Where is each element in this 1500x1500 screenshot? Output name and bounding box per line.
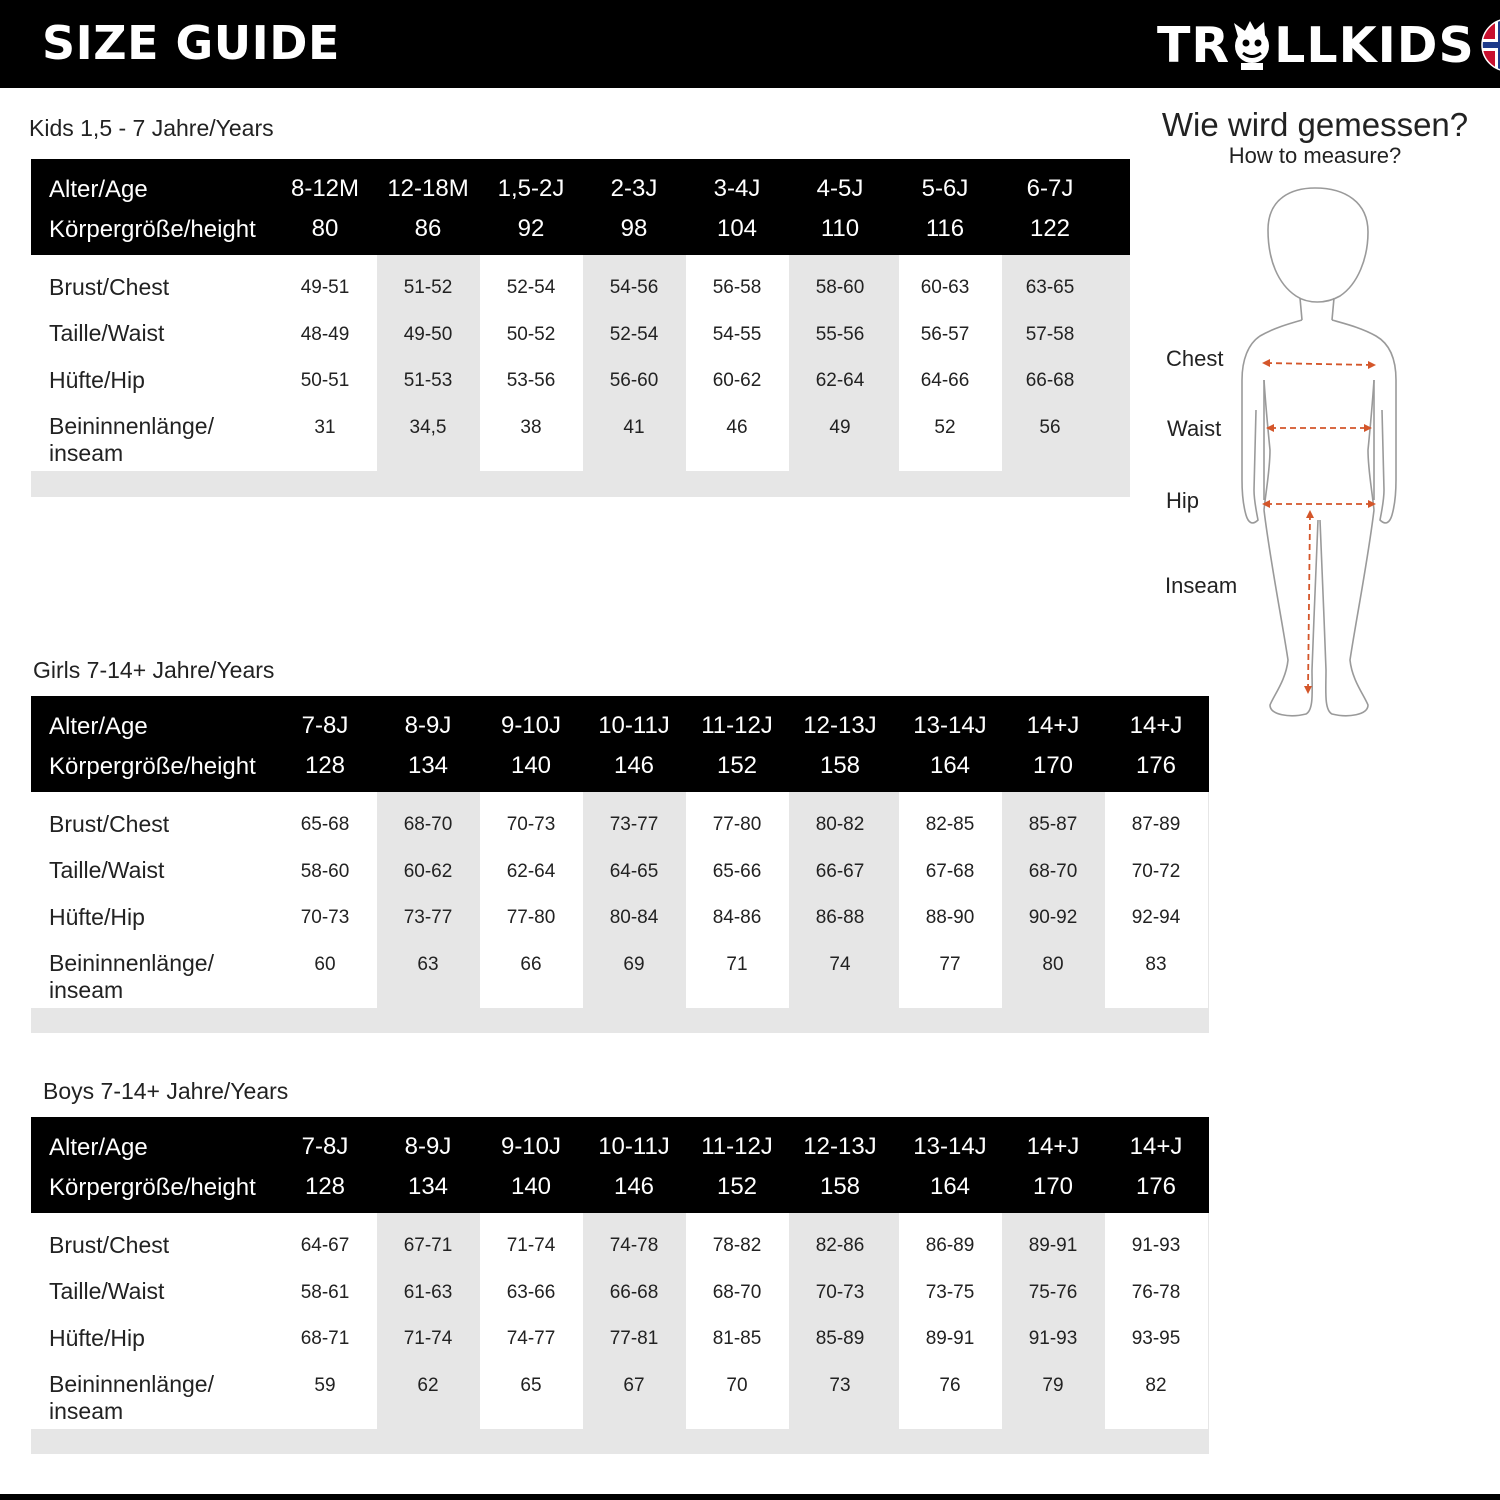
inseam-value: 62 (417, 1375, 439, 1396)
hip-value: 88-90 (925, 907, 975, 928)
height-cell: 104 (716, 215, 758, 242)
inseam-row-label-line2: inseam (49, 440, 124, 466)
inseam-value: 79 (1042, 1375, 1064, 1396)
inseam-row-label-line1: Beininnenlänge/ (49, 1371, 214, 1397)
waist-value: 54-55 (712, 324, 762, 345)
height-cell: 134 (407, 752, 449, 779)
waist-value: 56-57 (920, 324, 970, 345)
kids-section-title: Kids 1,5 - 7 Jahre/Years (29, 115, 274, 141)
waist-value: 73-75 (925, 1282, 975, 1303)
inseam-value: 70 (726, 1375, 748, 1396)
inseam-value: 80 (1042, 954, 1064, 975)
waist-value: 70-73 (815, 1282, 865, 1303)
inseam-row-label-line2: inseam (49, 1398, 124, 1424)
hip-value: 62-64 (815, 370, 865, 391)
height-cell: 98 (620, 215, 648, 242)
waist-value: 76-78 (1131, 1282, 1181, 1303)
chest-value: 49-51 (300, 277, 350, 298)
child-body-outline-icon (1230, 180, 1440, 725)
age-row-label: Alter/Age (49, 176, 148, 203)
chest-value: 64-67 (300, 1235, 350, 1256)
height-row-label: Körpergröße/height (49, 1174, 256, 1201)
chest-value: 78-82 (712, 1235, 762, 1256)
girls-size-table (31, 696, 1209, 1033)
height-cell: 164 (929, 1173, 971, 1200)
height-cell: 158 (819, 1173, 861, 1200)
waist-value: 61-63 (403, 1282, 453, 1303)
inseam-value: 34,5 (409, 417, 447, 438)
age-cell: 14+J (1026, 1133, 1080, 1160)
bottom-rule (0, 1494, 1500, 1500)
inseam-value: 31 (314, 417, 336, 438)
inseam-value: 76 (939, 1375, 961, 1396)
chest-value: 89-91 (1028, 1235, 1078, 1256)
hip-value: 93-95 (1131, 1328, 1181, 1349)
age-cell: 1,5-2J (497, 175, 565, 202)
height-row-label: Körpergröße/height (49, 216, 256, 243)
inseam-value: 59 (314, 1375, 336, 1396)
hip-value: 60-62 (712, 370, 762, 391)
header-bar (0, 0, 1500, 88)
waist-value: 60-62 (403, 861, 453, 882)
height-cell: 128 (304, 752, 346, 779)
age-cell: 14+J (1129, 1133, 1183, 1160)
hip-value: 81-85 (712, 1328, 762, 1349)
height-cell: 80 (311, 215, 339, 242)
inseam-value: 52 (934, 417, 956, 438)
inseam-value: 38 (520, 417, 542, 438)
page-title: SIZE GUIDE (42, 16, 340, 70)
table-header (31, 159, 1130, 255)
height-cell: 158 (819, 752, 861, 779)
waist-value: 58-60 (300, 861, 350, 882)
height-cell: 146 (613, 1173, 655, 1200)
brand-text-start: TR (1157, 16, 1231, 74)
age-cell: 12-13J (803, 1133, 877, 1160)
hip-value: 91-93 (1028, 1328, 1078, 1349)
inseam-value: 41 (623, 417, 645, 438)
inseam-value: 63 (417, 954, 439, 975)
height-cell: 152 (716, 752, 758, 779)
waist-row-label: Taille/Waist (49, 857, 165, 883)
measure-label-waist: Waist (1167, 416, 1222, 441)
waist-value: 63-66 (506, 1282, 556, 1303)
chest-value: 77-80 (712, 814, 762, 835)
chest-value: 68-70 (403, 814, 453, 835)
hip-value: 71-74 (403, 1328, 453, 1349)
age-cell: 12-13J (803, 712, 877, 739)
inseam-row-label-line2: inseam (49, 977, 124, 1003)
age-cell: 7-8J (301, 712, 349, 739)
height-cell: 176 (1135, 1173, 1177, 1200)
age-cell: 4-5J (816, 175, 864, 202)
height-row-label: Körpergröße/height (49, 753, 256, 780)
inseam-value: 67 (623, 1375, 645, 1396)
chest-value: 60-63 (920, 277, 970, 298)
age-cell: 9-10J (500, 1133, 562, 1160)
kids-size-table (31, 159, 1130, 497)
chest-value: 70-73 (506, 814, 556, 835)
chest-value: 82-85 (925, 814, 975, 835)
age-cell: 13-14J (913, 712, 987, 739)
inseam-value: 49 (829, 417, 851, 438)
hip-value: 84-86 (712, 907, 762, 928)
troll-head-icon (1232, 19, 1272, 71)
chest-value: 74-78 (609, 1235, 659, 1256)
age-cell: 8-9J (404, 712, 452, 739)
inseam-value: 66 (520, 954, 542, 975)
height-cell: 146 (613, 752, 655, 779)
waist-value: 66-68 (609, 1282, 659, 1303)
hip-value: 51-53 (403, 370, 453, 391)
chest-value: 58-60 (815, 277, 865, 298)
measure-label-inseam: Inseam (1165, 573, 1238, 598)
hip-value: 80-84 (609, 907, 659, 928)
age-cell: 5-6J (921, 175, 969, 202)
measure-label-hip: Hip (1166, 488, 1200, 513)
age-cell: 10-11J (598, 1133, 670, 1160)
age-cell: 10-11J (598, 712, 670, 739)
hip-value: 77-81 (609, 1328, 659, 1349)
age-cell: 6-7J (1026, 175, 1074, 202)
age-cell: 11-12J (701, 712, 773, 739)
waist-value: 57-58 (1025, 324, 1075, 345)
chest-value: 56-58 (712, 277, 762, 298)
hip-value: 70-73 (300, 907, 350, 928)
waist-value: 68-70 (1028, 861, 1078, 882)
chest-value: 63-65 (1025, 277, 1075, 298)
table-header (31, 696, 1209, 792)
age-cell: 9-10J (500, 712, 562, 739)
inseam-value: 56 (1039, 417, 1061, 438)
age-cell: 11-12J (701, 1133, 773, 1160)
age-cell: 14+J (1026, 712, 1080, 739)
chest-row-label: Brust/Chest (49, 811, 170, 837)
waist-value: 65-66 (712, 861, 762, 882)
chest-value: 71-74 (506, 1235, 556, 1256)
waist-value: 52-54 (609, 324, 659, 345)
age-cell: 8-9J (404, 1133, 452, 1160)
hip-value: 73-77 (403, 907, 453, 928)
age-cell: 8-12M (290, 175, 360, 202)
waist-value: 62-64 (506, 861, 556, 882)
height-cell: 152 (716, 1173, 758, 1200)
height-cell: 140 (510, 752, 552, 779)
boys-size-table (31, 1117, 1209, 1454)
hip-value: 50-51 (300, 370, 350, 391)
inseam-value: 77 (939, 954, 961, 975)
inseam-value: 83 (1145, 954, 1167, 975)
inseam-value: 74 (829, 954, 851, 975)
height-cell: 176 (1135, 752, 1177, 779)
hip-row-label: Hüfte/Hip (49, 367, 145, 393)
table-header (31, 1117, 1209, 1213)
howto-title: Wie wird gemessen? (1161, 106, 1469, 143)
hip-value: 86-88 (815, 907, 865, 928)
chest-value: 52-54 (506, 277, 556, 298)
waist-value: 55-56 (815, 324, 865, 345)
hip-row-label: Hüfte/Hip (49, 904, 145, 930)
age-row-label: Alter/Age (49, 713, 148, 740)
chest-value: 80-82 (815, 814, 865, 835)
waist-value: 66-67 (815, 861, 865, 882)
age-cell: 12-18M (387, 175, 469, 202)
chest-row-label: Brust/Chest (49, 274, 170, 300)
chest-value: 82-86 (815, 1235, 865, 1256)
boys-section-title: Boys 7-14+ Jahre/Years (43, 1078, 289, 1104)
norway-flag-icon (1481, 18, 1500, 72)
height-cell: 116 (925, 215, 965, 242)
height-cell: 122 (1029, 215, 1071, 242)
age-cell: 7-8J (301, 1133, 349, 1160)
waist-value: 58-61 (300, 1282, 350, 1303)
height-cell: 140 (510, 1173, 552, 1200)
brand-logo (1157, 14, 1500, 76)
inseam-value: 73 (829, 1375, 851, 1396)
inseam-value: 60 (314, 954, 336, 975)
hip-value: 89-91 (925, 1328, 975, 1349)
age-cell: 2-3J (610, 175, 658, 202)
hip-value: 77-80 (506, 907, 556, 928)
age-cell: 3-4J (713, 175, 761, 202)
waist-row-label: Taille/Waist (49, 1278, 165, 1304)
howto-subtitle: How to measure? (1228, 143, 1402, 168)
hip-value: 90-92 (1028, 907, 1078, 928)
hip-value: 68-71 (300, 1328, 350, 1349)
girls-section-title: Girls 7-14+ Jahre/Years (33, 657, 275, 683)
hip-value: 64-66 (920, 370, 970, 391)
chest-value: 87-89 (1131, 814, 1181, 835)
inseam-row-label-line1: Beininnenlänge/ (49, 413, 214, 439)
waist-value: 68-70 (712, 1282, 762, 1303)
waist-value: 48-49 (300, 324, 350, 345)
chest-value: 73-77 (609, 814, 659, 835)
hip-value: 85-89 (815, 1328, 865, 1349)
waist-value: 67-68 (925, 861, 975, 882)
age-cell: 13-14J (913, 1133, 987, 1160)
height-cell: 110 (820, 215, 860, 242)
inseam-value: 71 (726, 954, 748, 975)
height-cell: 92 (517, 215, 545, 242)
chest-row-label: Brust/Chest (49, 1232, 170, 1258)
hip-row-label: Hüfte/Hip (49, 1325, 145, 1351)
age-cell: 14+J (1129, 712, 1183, 739)
measure-label-chest: Chest (1166, 346, 1224, 371)
inseam-value: 69 (623, 954, 645, 975)
height-cell: 134 (407, 1173, 449, 1200)
chest-value: 85-87 (1028, 814, 1078, 835)
height-cell: 170 (1032, 1173, 1074, 1200)
waist-value: 49-50 (403, 324, 453, 345)
chest-value: 65-68 (300, 814, 350, 835)
inseam-value: 46 (726, 417, 748, 438)
hip-value: 92-94 (1131, 907, 1181, 928)
chest-value: 51-52 (403, 277, 453, 298)
height-cell: 128 (304, 1173, 346, 1200)
height-cell: 86 (414, 215, 442, 242)
chest-value: 91-93 (1131, 1235, 1181, 1256)
waist-value: 64-65 (609, 861, 659, 882)
hip-value: 53-56 (506, 370, 556, 391)
inseam-value: 82 (1145, 1375, 1167, 1396)
chest-value: 67-71 (403, 1235, 453, 1256)
chest-value: 54-56 (609, 277, 659, 298)
waist-value: 75-76 (1028, 1282, 1078, 1303)
hip-value: 56-60 (609, 370, 659, 391)
brand-text-end: LLKIDS (1274, 16, 1475, 74)
hip-value: 66-68 (1025, 370, 1075, 391)
inseam-value: 65 (520, 1375, 542, 1396)
height-cell: 170 (1032, 752, 1074, 779)
waist-value: 70-72 (1131, 861, 1181, 882)
hip-value: 74-77 (506, 1328, 556, 1349)
age-row-label: Alter/Age (49, 1134, 148, 1161)
inseam-row-label-line1: Beininnenlänge/ (49, 950, 214, 976)
waist-row-label: Taille/Waist (49, 320, 165, 346)
chest-value: 86-89 (925, 1235, 975, 1256)
height-cell: 164 (929, 752, 971, 779)
waist-value: 50-52 (506, 324, 556, 345)
